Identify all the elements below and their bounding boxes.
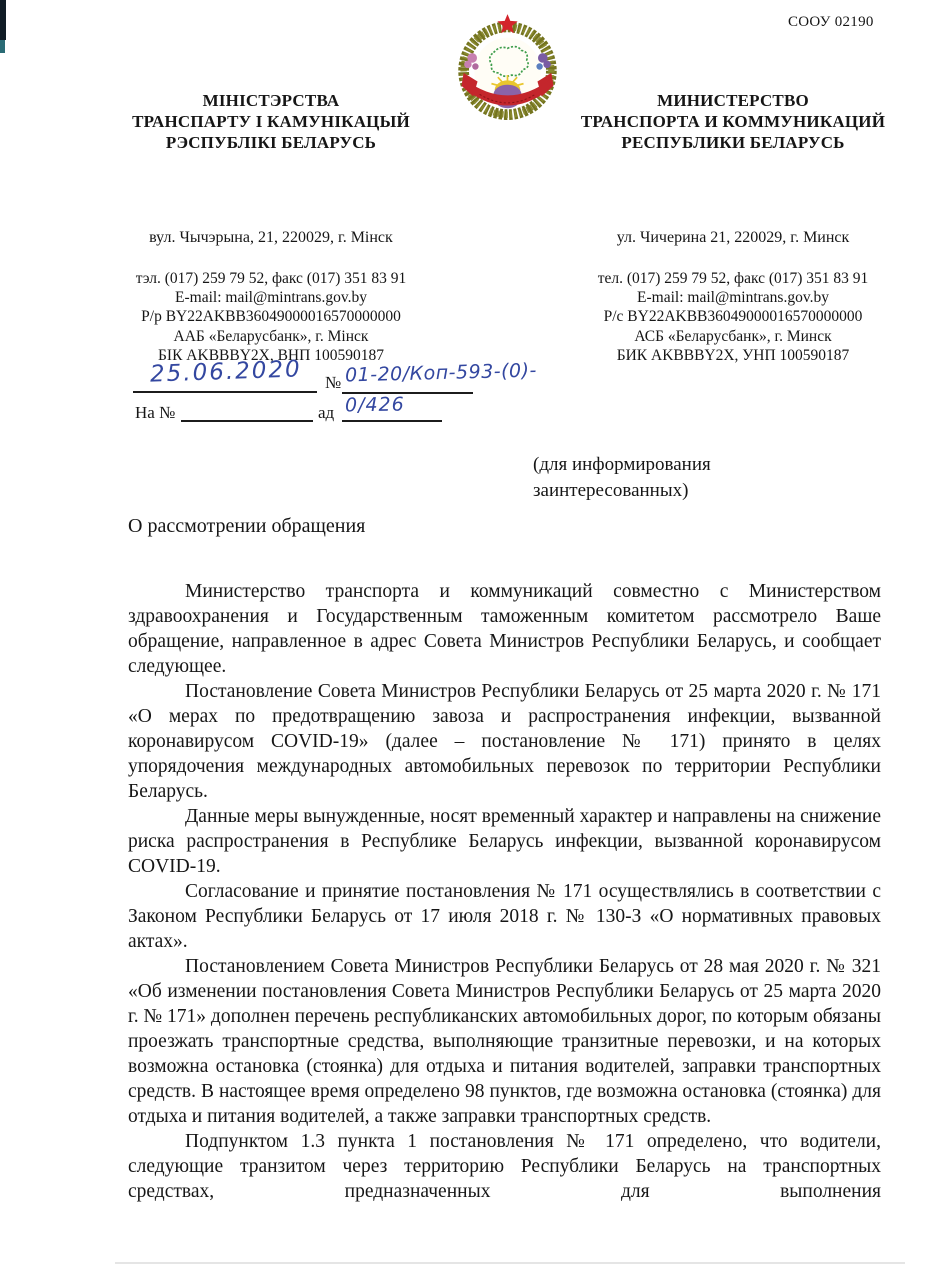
org-email: E-mail: mail@mintrans.gov.by — [175, 289, 367, 307]
paragraph: Постановление Совета Министров Республики Беларусь от 25 марта 2020 г. № 171 «О мерах по предотвращению завоза и распространения инфекции, вызванной коронавирусом COVID-19» (далее – постановление № 171) принято в целях упорядочения международных автомобильных перевозок по территории Республики Беларусь. — [128, 681, 881, 802]
recipient-note — [533, 452, 793, 504]
org-phone: тэл. (017) 259 79 52, факс (017) 351 83 91 — [135, 270, 407, 287]
org-bank: ААБ «Беларусбанк», г. Мінск — [173, 327, 369, 345]
org-account: Р/с BY22AKBB36049000016570000000 — [603, 308, 863, 326]
coat-of-arms-icon — [454, 13, 561, 120]
org-account: Р/р BY22AKBB36049000016570000000 — [141, 308, 401, 326]
org-ids: БІК AKBBBY2X, ВНП 100590187 — [158, 346, 384, 364]
paragraph: Министерство транспорта и коммуникаций совместно с Министерством здравоохранения и Государственным таможенным комитетом рассмотрело Ваше обращение, направленное в адрес Совета Министров Республики Беларусь, и сообщает следующее. — [128, 581, 881, 677]
scan-artifact — [115, 1262, 905, 1264]
org-phone: тел. (017) 259 79 52, факс (017) 351 83 91 — [597, 270, 869, 287]
na-number-line — [181, 420, 313, 422]
paragraph: Подпунктом 1.3 пункта 1 постановления № 171 определено, что водители, следующие транзитом через территорию Республики Беларусь на транспортных средствах, предназначенных для выполнения — [128, 1131, 881, 1202]
paragraph: Согласование и принятие постановления № 171 осуществлялись в соответствии с Законом Республики Беларусь от 17 июля 2018 г. № 130-З «О нормативных правовых актах». — [128, 881, 881, 952]
org-name-line: МИНИСТЕРСТВО — [657, 91, 809, 110]
letter-body — [128, 579, 881, 1204]
org-name-line: РЕСПУБЛИКИ БЕЛАРУСЬ — [621, 133, 845, 152]
scan-artifact — [0, 0, 6, 40]
recipient-note-line: (для информирования — [533, 454, 711, 475]
org-address: вул. Чычэрына, 21, 220029, г. Мінск — [149, 229, 393, 246]
org-bank: АСБ «Беларусбанк», г. Минск — [634, 327, 832, 345]
ad-label: ад — [318, 403, 335, 422]
org-name-line: РЭСПУБЛІКІ БЕЛАРУСЬ — [165, 133, 377, 152]
na-number-label: На № — [135, 403, 176, 422]
org-address: ул. Чичерина 21, 220029, г. Минск — [616, 229, 850, 246]
date-line — [133, 391, 317, 393]
paragraph: Постановлением Совета Министров Республики Беларусь от 28 мая 2020 г. № 321 «Об изменении постановления Совета Министров Республики Беларусь от 25 марта 2020 г. № 171» дополнен перечень республиканских автомобильных дорог, по которым обязаны проезжать транспортные средства, выполняющие транзитные перевозки, и на которых возможна остановка (стоянка) для отдыха и питания водителей, заправки транспортных средств. В настоящее время определено 98 пунктов, где возможна остановка (стоянка) для отдыха и питания водителей, а также заправки транспортных средств. — [128, 956, 881, 1127]
recipient-note-line: заинтересованных) — [533, 480, 689, 501]
org-email: E-mail: mail@mintrans.gov.by — [637, 289, 829, 307]
letterhead-russian — [548, 90, 918, 365]
org-name-line: МІНІСТЭРСТВА — [202, 91, 340, 110]
org-name-line: ТРАНСПОРТА И КОММУНИКАЦИЙ — [580, 112, 886, 131]
number-label: № — [325, 373, 342, 392]
org-ids: БИК AKBBBY2X, УНП 100590187 — [616, 346, 850, 364]
paragraph: Данные меры вынужденные, носят временный характер и направлены на снижение риска распространения в Республике Беларусь инфекции, вызванной коронавирусом COVID-19. — [128, 806, 881, 877]
handwritten-date: 25.06.2020 — [149, 356, 303, 388]
ad-line — [342, 420, 442, 422]
doc-code: СООУ 02190 — [788, 14, 874, 30]
org-name-line: ТРАНСПАРТУ І КАМУНІКАЦЫЙ — [132, 112, 410, 131]
subject-line: О рассмотрении обращения — [128, 515, 366, 537]
handwritten-incoming: 0/426 — [344, 393, 405, 417]
scan-artifact — [0, 40, 5, 53]
handwritten-number: 01-20/Коп-593-(0)- — [344, 359, 538, 387]
letterhead-belarusian — [88, 90, 454, 365]
